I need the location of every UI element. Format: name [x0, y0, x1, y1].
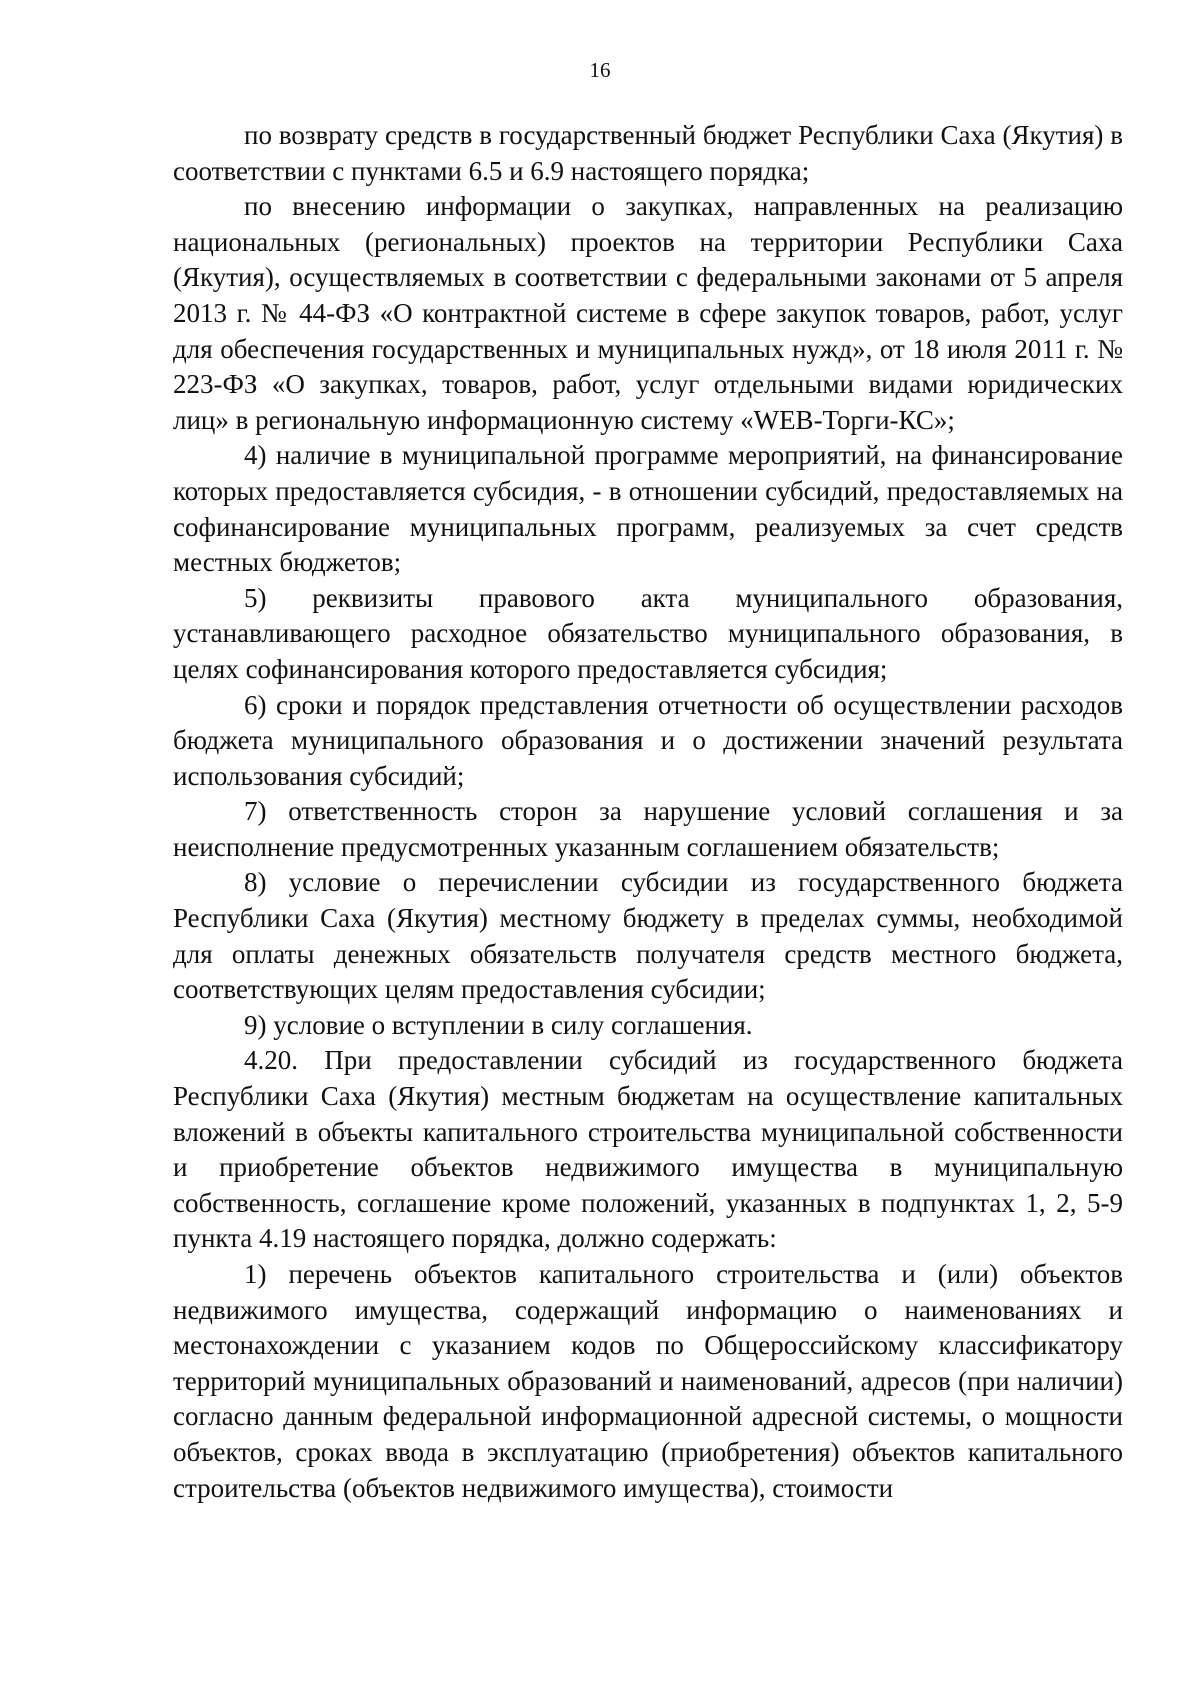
paragraph: 4) наличие в муниципальной программе мероприятий, на финансирование которых предоставляется субсидия, - в отношении субсидий, предоставляемых на софинансирование муниципальных программ, реализуемых за счет средств местных бюджетов;	[173, 440, 1123, 578]
paragraph: 4.20. При предоставлении субсидий из государственного бюджета Республики Саха (Якутия) местным бюджетам на осуществление капитальных вложений в объекты капитального строительства муниципальной собственности и приобретение объектов недвижимого имущества в муниципальную собственность, соглашение кроме положений, указанных в подпунктах 1, 2, 5-9 пункта 4.19 настоящего порядка, должно содержать:	[173, 1045, 1123, 1254]
paragraph: 1) перечень объектов капитального строительства и (или) объектов недвижимого имущества, содержащий информацию о наименованиях и местонахождении с указанием кодов по Общероссийскому классификатору территорий муниципальных образований и наименований, адресов (при наличии) согласно данным федеральной информационной адресной системы, о мощности объектов, сроках ввода в эксплуатацию (приобретения) объектов капитального строительства (объектов недвижимого имущества), стоимости	[173, 1259, 1123, 1503]
page-number: 16	[589, 58, 611, 82]
document-body	[173, 118, 1123, 1506]
paragraph: 7) ответственность сторон за нарушение условий соглашения и за неисполнение предусмотренных указанным соглашением обязательств;	[173, 796, 1123, 862]
paragraph: 5) реквизиты правового акта муниципального образования, устанавливающего расходное обязательство муниципального образования, в целях софинансирования которого предоставляется субсидия;	[173, 582, 1123, 684]
paragraph: по внесению информации о закупках, направленных на реализацию национальных (региональных) проектов на территории Республики Саха (Якутия), осуществляемых в соответствии с федеральными законами от 5 апреля 2013 г. № 44-ФЗ «О контрактной системе в сфере закупок товаров, работ, услуг для обеспечения государственных и муниципальных нужд», от 18 июля 2011 г. № 223-ФЗ «О закупках, товаров, работ, услуг отдельными видами юридических лиц» в региональную информационную систему «WEB-Торги-КС»;	[173, 191, 1123, 435]
paragraph: по возврату средств в государственный бюджет Республики Саха (Якутия) в соответствии с пунктами 6.5 и 6.9 настоящего порядка;	[173, 120, 1123, 186]
paragraph: 9) условие о вступлении в силу соглашения.	[244, 1009, 753, 1040]
paragraph: 8) условие о перечислении субсидии из государственного бюджета Республики Саха (Якутия) местному бюджету в пределах суммы, необходимой для оплаты денежных обязательств получателя средств местного бюджета, соответствующих целям предоставления субсидии;	[173, 867, 1123, 1005]
paragraph: 6) сроки и порядок представления отчетности об осуществлении расходов бюджета муниципального образования и о достижении значений результата использования субсидий;	[173, 689, 1123, 791]
